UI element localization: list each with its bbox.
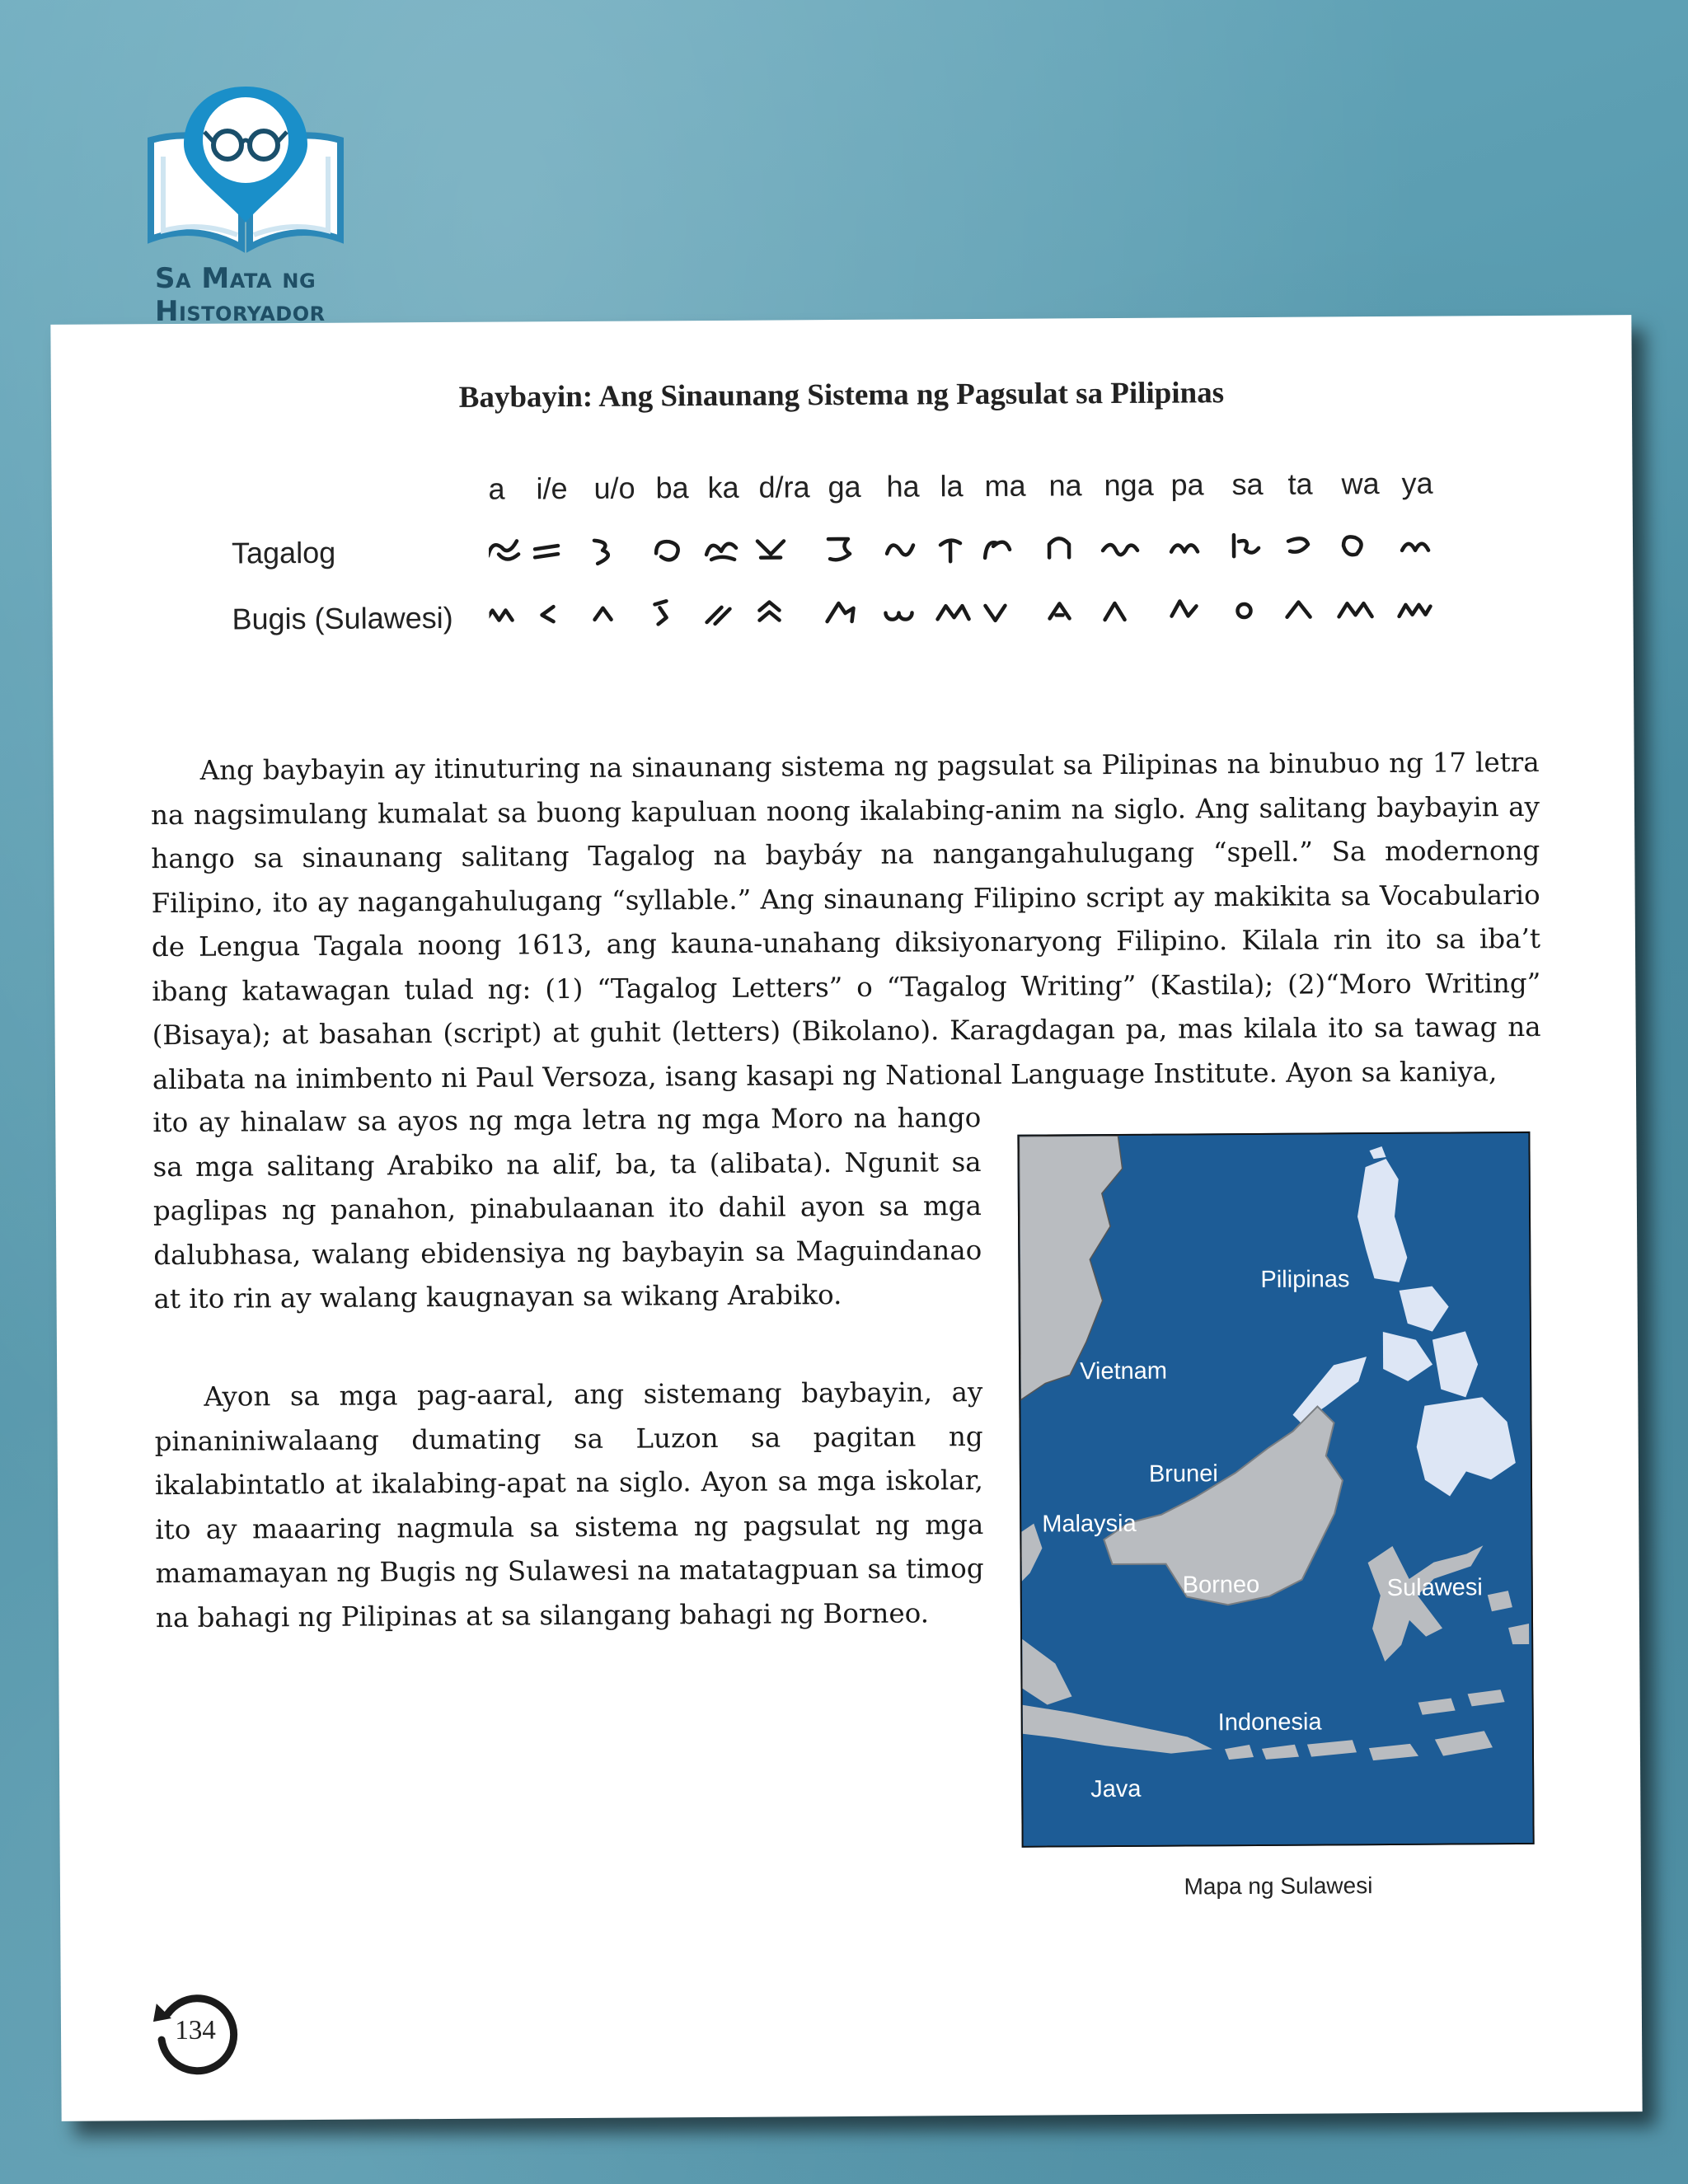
tagalog-glyph-nga xyxy=(1103,545,1137,555)
syllable-ga: ga xyxy=(828,469,861,504)
bugis-glyph-ha xyxy=(886,613,912,620)
bugis-glyph-na xyxy=(1049,603,1069,618)
map-label-vietnam: Vietnam xyxy=(1080,1357,1168,1385)
logo-line-1: Sa Mata ng xyxy=(155,262,316,295)
paragraph-2: Ayon sa mga pag-aaral, ang sistemang baybayin, ay pinaniniwalaang dumating sa Luzon sa pagitan ng ikalabintatlo at ikalabing-apat na siglo. Ayon sa mga iskolar, ito ay maaaring nagmula sa sistema ng pagsulat ng mga mamamayan ng Bugis ng Sulawesi na matatagpuan sa timog na bahagi ng Pilipinas at sa silangang bahagi ng Borneo. xyxy=(154,1376,984,1633)
tagalog-glyph-a xyxy=(489,541,518,559)
bugis-glyph-d-ra xyxy=(759,602,779,620)
paragraph-1-continued: ito ay hinalaw sa ayos ng mga letra ng mga Moro na hango sa mga salitang Arabiko na alif, ba, ta (alibata). Ngunit sa paglipas ng panahon, pinabulaanan ito dahil ayon sa mga dalubhasa, walang ebidensiya ng baybayin sa Maguindanao at ito rin ay walang kaugnayan sa wikang Arabiko. xyxy=(152,1102,982,1315)
bugis-glyph-ta xyxy=(1287,602,1310,617)
tagalog-glyph-na xyxy=(1049,538,1069,557)
paragraph-1: Ang baybayin ay itinuturing na sinaunang sistema ng pagsulat sa Pilipinas na binubuo ng 17 letra na nagsimulang kumalat sa buong kapuluan noong ikalabing-anim na siglo. Ang salitang baybayin ay hango sa sinaunang salitang Tagalog na baybáy na nangangahulugang “spell.” Sa modernong Filipino, ito ay nagangahulugang “syllable.” Ang sinaunang Filipino script ay makikita sa Vocabulario de Lengua Tagala noong 1613, ang kauna-unahang diksiyonaryong Filipino. Kilala rin ito sa iba’t ibang katawagan tulad ng: (1) “Tagalog Letters” o “Tagalog Writing” (Kastila); (2)“Moro Writing” (Bisaya); at basahan (script) at guhit (letters) (Bikolano). Karagdagan pa, mas kilala ito sa tawag na alibata na inimbento ni Paul Versoza, isang kasapi ng National Language Institute. Ayon sa kaniya, xyxy=(150,746,1541,1095)
map-caption: Mapa ng Sulawesi xyxy=(1184,1872,1373,1900)
syllable-ta: ta xyxy=(1287,466,1313,501)
syllable-na: na xyxy=(1048,468,1082,503)
syllable-header-row xyxy=(488,466,1559,506)
bugis-glyph-pa xyxy=(1171,601,1196,616)
logo-line-2: Historyador xyxy=(155,295,326,328)
tagalog-glyph-i-e xyxy=(535,546,558,557)
row-label-bugis: Bugis (Sulawesi) xyxy=(232,600,453,636)
tagalog-glyph-ma xyxy=(985,542,1010,558)
map-label-malaysia: Malaysia xyxy=(1042,1510,1137,1538)
bugis-glyph-ba xyxy=(654,601,666,624)
row-label-tagalog: Tagalog xyxy=(231,535,336,570)
tagalog-glyph-wa xyxy=(1343,537,1362,555)
tagalog-glyph-d-ra xyxy=(757,541,784,557)
bugis-glyph-sa xyxy=(1237,604,1250,617)
map-label-indonesia: Indonesia xyxy=(1217,1708,1322,1736)
bugis-glyph-wa xyxy=(1339,603,1372,616)
bugis-glyph-row xyxy=(489,588,1560,635)
bugis-glyph-la xyxy=(937,606,968,619)
syllable-ya: ya xyxy=(1401,466,1433,500)
map-label-pilipinas: Pilipinas xyxy=(1260,1266,1350,1293)
tagalog-glyph-sa xyxy=(1234,535,1259,556)
tagalog-glyph-ga xyxy=(828,539,850,560)
syllable-wa: wa xyxy=(1341,466,1380,501)
bugis-glyph-u-o xyxy=(594,608,611,620)
tagalog-glyph-row xyxy=(489,523,1560,571)
tagalog-glyph-ha xyxy=(887,545,913,555)
document-title: Baybayin: Ang Sinaunang Sistema ng Pagsulat sa Pilipinas xyxy=(458,376,1225,415)
bugis-glyph-ka xyxy=(706,607,729,624)
logo-title xyxy=(155,262,326,328)
syllable-la: la xyxy=(940,469,964,504)
syllable-pa: pa xyxy=(1170,467,1204,502)
map-label-sulawesi: Sulawesi xyxy=(1386,1574,1483,1602)
syllable-ma: ma xyxy=(984,468,1026,503)
map-label-java: Java xyxy=(1090,1775,1142,1803)
tagalog-glyph-ka xyxy=(706,544,736,560)
page-number: 134 xyxy=(175,2015,216,2046)
syllable-ha: ha xyxy=(886,469,920,504)
syllable-nga: nga xyxy=(1104,467,1154,503)
bugis-glyph-a xyxy=(489,610,512,620)
bugis-glyph-ya xyxy=(1399,605,1430,616)
tagalog-glyph-pa xyxy=(1171,545,1198,551)
syllable-a: a xyxy=(488,471,505,506)
bugis-glyph-ma xyxy=(985,606,1005,621)
syllable-i-e: i/e xyxy=(536,471,568,506)
page-number-badge xyxy=(150,1989,241,2080)
map-label-borneo: Borneo xyxy=(1182,1571,1260,1599)
map-label-brunei: Brunei xyxy=(1148,1460,1218,1488)
tagalog-glyph-ta xyxy=(1288,538,1308,551)
bugis-glyph-i-e xyxy=(542,607,553,621)
syllable-ba: ba xyxy=(655,471,689,505)
sulawesi-map xyxy=(1017,1132,1534,1848)
bugis-glyph-ga xyxy=(827,603,853,621)
tagalog-glyph-la xyxy=(940,541,960,562)
document-page xyxy=(50,315,1642,2121)
bugis-glyph-nga xyxy=(1104,603,1124,620)
syllable-u-o: u/o xyxy=(593,471,635,505)
tagalog-glyph-u-o xyxy=(594,541,608,564)
syllable-ka: ka xyxy=(707,470,739,505)
tagalog-glyph-ba xyxy=(656,541,678,560)
tagalog-glyph-ya xyxy=(1402,544,1428,551)
syllable-sa: sa xyxy=(1231,466,1264,502)
syllable-d-ra: d/ra xyxy=(758,470,810,504)
